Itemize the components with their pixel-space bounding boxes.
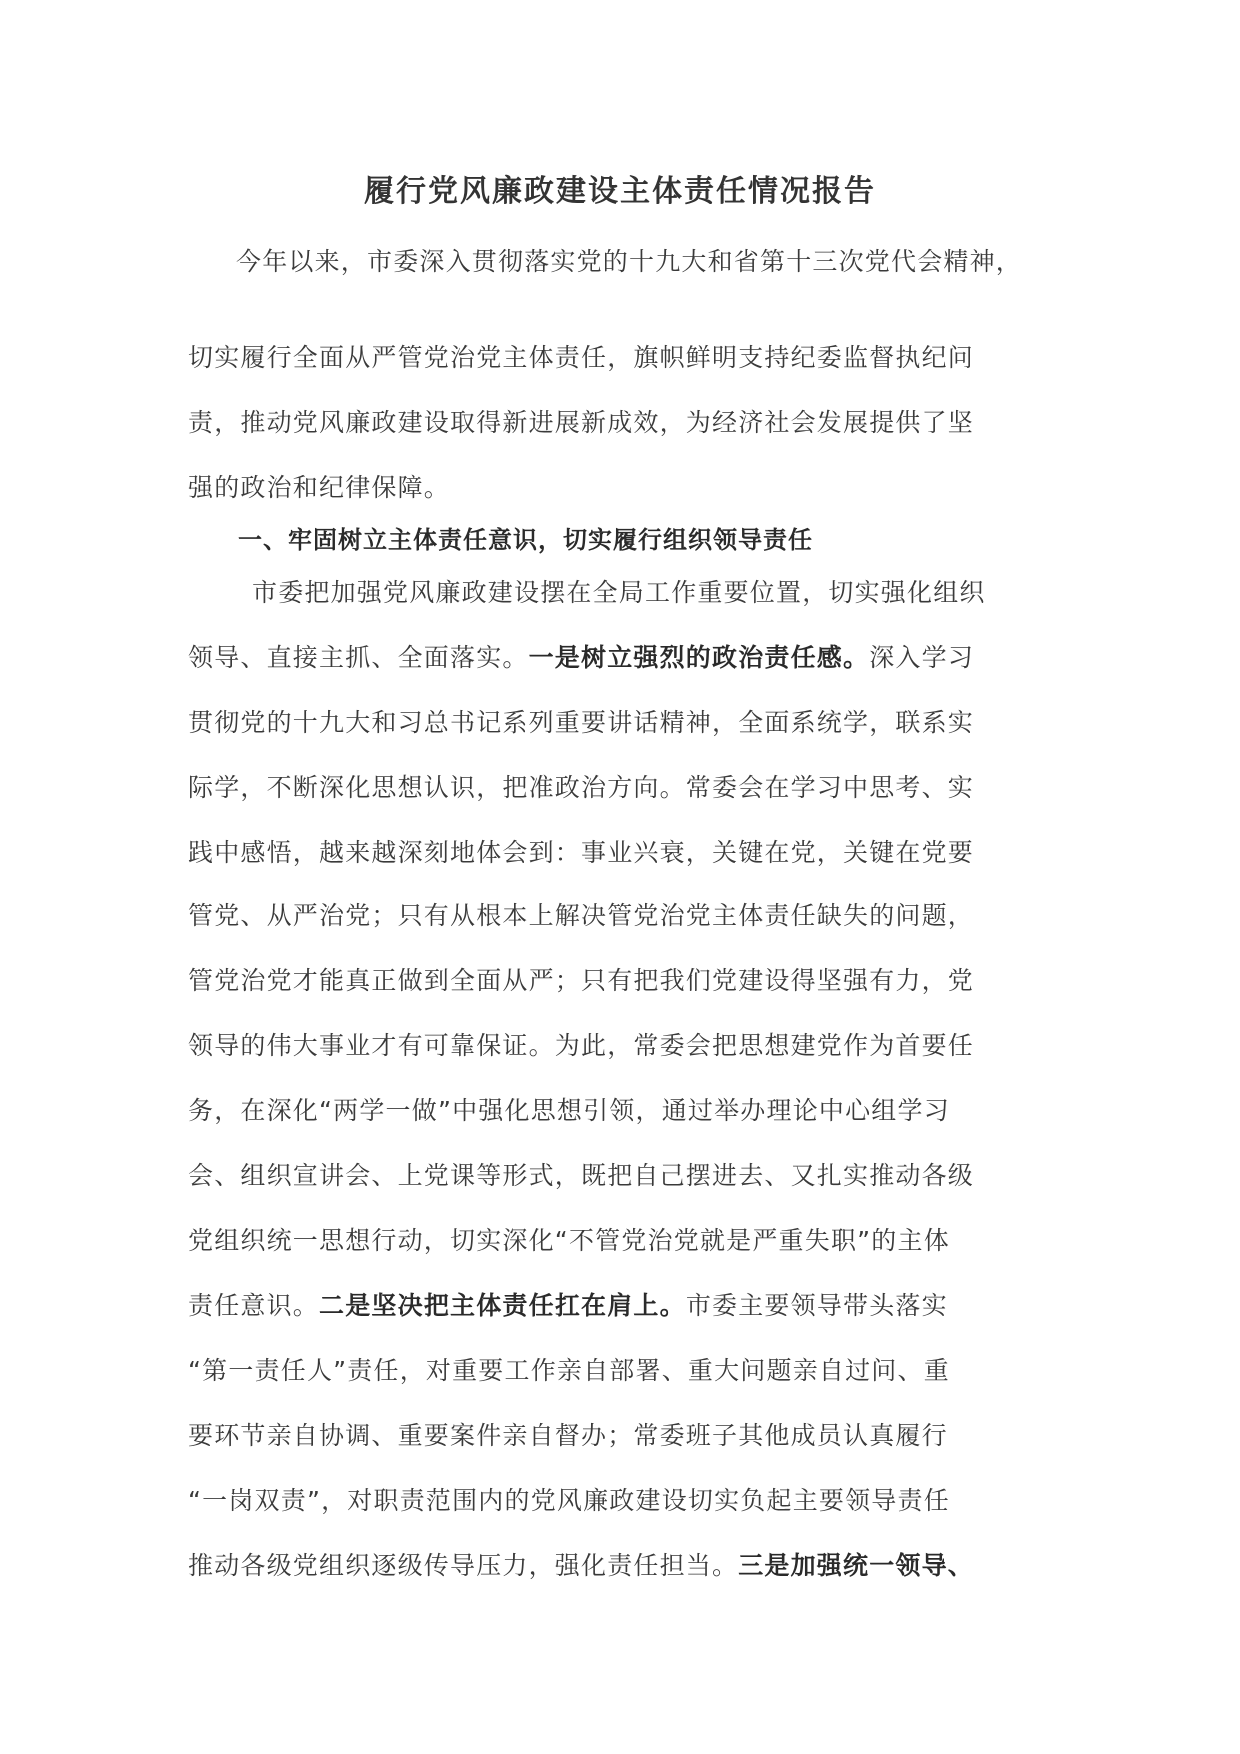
text-segment: 党组织统一思想行动，切实深化“不管党治党就是严重失职”的主体: [188, 1226, 950, 1255]
text-segment: 推动各级党组织逐级传导压力，强化责任担当。: [188, 1551, 739, 1580]
paragraph-line: [188, 1028, 1068, 1064]
paragraph-line: [188, 963, 1068, 999]
section-heading: [238, 522, 1118, 558]
paragraph-line: [188, 1288, 1068, 1324]
paragraph-line: [188, 640, 1068, 676]
text-segment: 责任意识。: [188, 1291, 320, 1320]
paragraph-line: [236, 244, 1116, 280]
paragraph-line: [188, 1223, 1068, 1259]
bold-phrase: 三是加强统一领导、: [738, 1551, 975, 1580]
paragraph-line: [188, 470, 1068, 506]
text-segment: 责，推动党风廉政建设取得新进展新成效，为经济社会发展提供了坚: [188, 408, 975, 437]
bold-phrase: 一、牢固树立主体责任意识，切实履行组织领导责任: [238, 526, 813, 554]
paragraph-line: [188, 835, 1068, 871]
text-segment: “一岗双责”，对职责范围内的党风廉政建设切实负起主要领导责任: [188, 1486, 950, 1515]
paragraph-line: [188, 340, 1068, 376]
text-segment: 管党治党才能真正做到全面从严；只有把我们党建设得坚强有力，党: [188, 966, 975, 995]
paragraph-line: [188, 898, 1068, 934]
text-segment: “第一责任人”责任，对重要工作亲自部署、重大问题亲自过问、重: [188, 1356, 950, 1385]
text-segment: 会、组织宣讲会、上党课等形式，既把自己摆进去、又扎实推动各级: [188, 1161, 975, 1190]
paragraph-line: [188, 1158, 1068, 1194]
text-segment: 强的政治和纪律保障。: [188, 473, 451, 502]
text-segment: 要环节亲自协调、重要案件亲自督办；常委班子其他成员认真履行: [188, 1421, 948, 1450]
text-segment: 践中感悟，越来越深刻地体会到：事业兴衰，关键在党，关键在党要: [188, 838, 975, 867]
paragraph-line: [188, 1353, 1068, 1389]
text-segment: 市委把加强党风廉政建设摆在全局工作重要位置，切实强化组织: [252, 578, 986, 607]
paragraph-line: [252, 575, 1132, 611]
text-segment: 际学，不断深化思想认识，把准政治方向。常委会在学习中思考、实: [188, 773, 975, 802]
text-segment: 切实履行全面从严管党治党主体责任，旗帜鲜明支持纪委监督执纪问: [188, 343, 975, 372]
paragraph-line: [188, 1483, 1068, 1519]
paragraph-line: [188, 1093, 1068, 1129]
paragraph-line: [188, 770, 1068, 806]
paragraph-line: [188, 1418, 1068, 1454]
paragraph-line: [188, 705, 1068, 741]
text-segment: 深入学习: [869, 643, 975, 672]
bold-phrase: 二是坚决把主体责任扛在肩上。: [319, 1291, 686, 1320]
text-segment: 贯彻党的十九大和习总书记系列重要讲话精神，全面系统学，联系实: [188, 708, 975, 737]
text-segment: 市委主要领导带头落实: [685, 1291, 948, 1320]
bold-phrase: 一是树立强烈的政治责任感。: [528, 643, 870, 672]
text-segment: 今年以来，市委深入贯彻落实党的十九大和省第十三次党代会精神，: [236, 247, 1023, 276]
paragraph-line: [188, 405, 1068, 441]
document-title: 履行党风廉政建设主体责任情况报告: [364, 174, 876, 209]
text-segment: 领导的伟大事业才有可靠保证。为此，常委会把思想建党作为首要任: [188, 1031, 975, 1060]
text-segment: 领导、直接主抓、全面落实。: [188, 643, 529, 672]
paragraph-line: [188, 1548, 1068, 1584]
text-segment: 务，在深化“两学一做”中强化思想引领，通过举办理论中心组学习: [188, 1096, 950, 1125]
text-segment: 管党、从严治党；只有从根本上解决管党治党主体责任缺失的问题，: [188, 901, 975, 930]
